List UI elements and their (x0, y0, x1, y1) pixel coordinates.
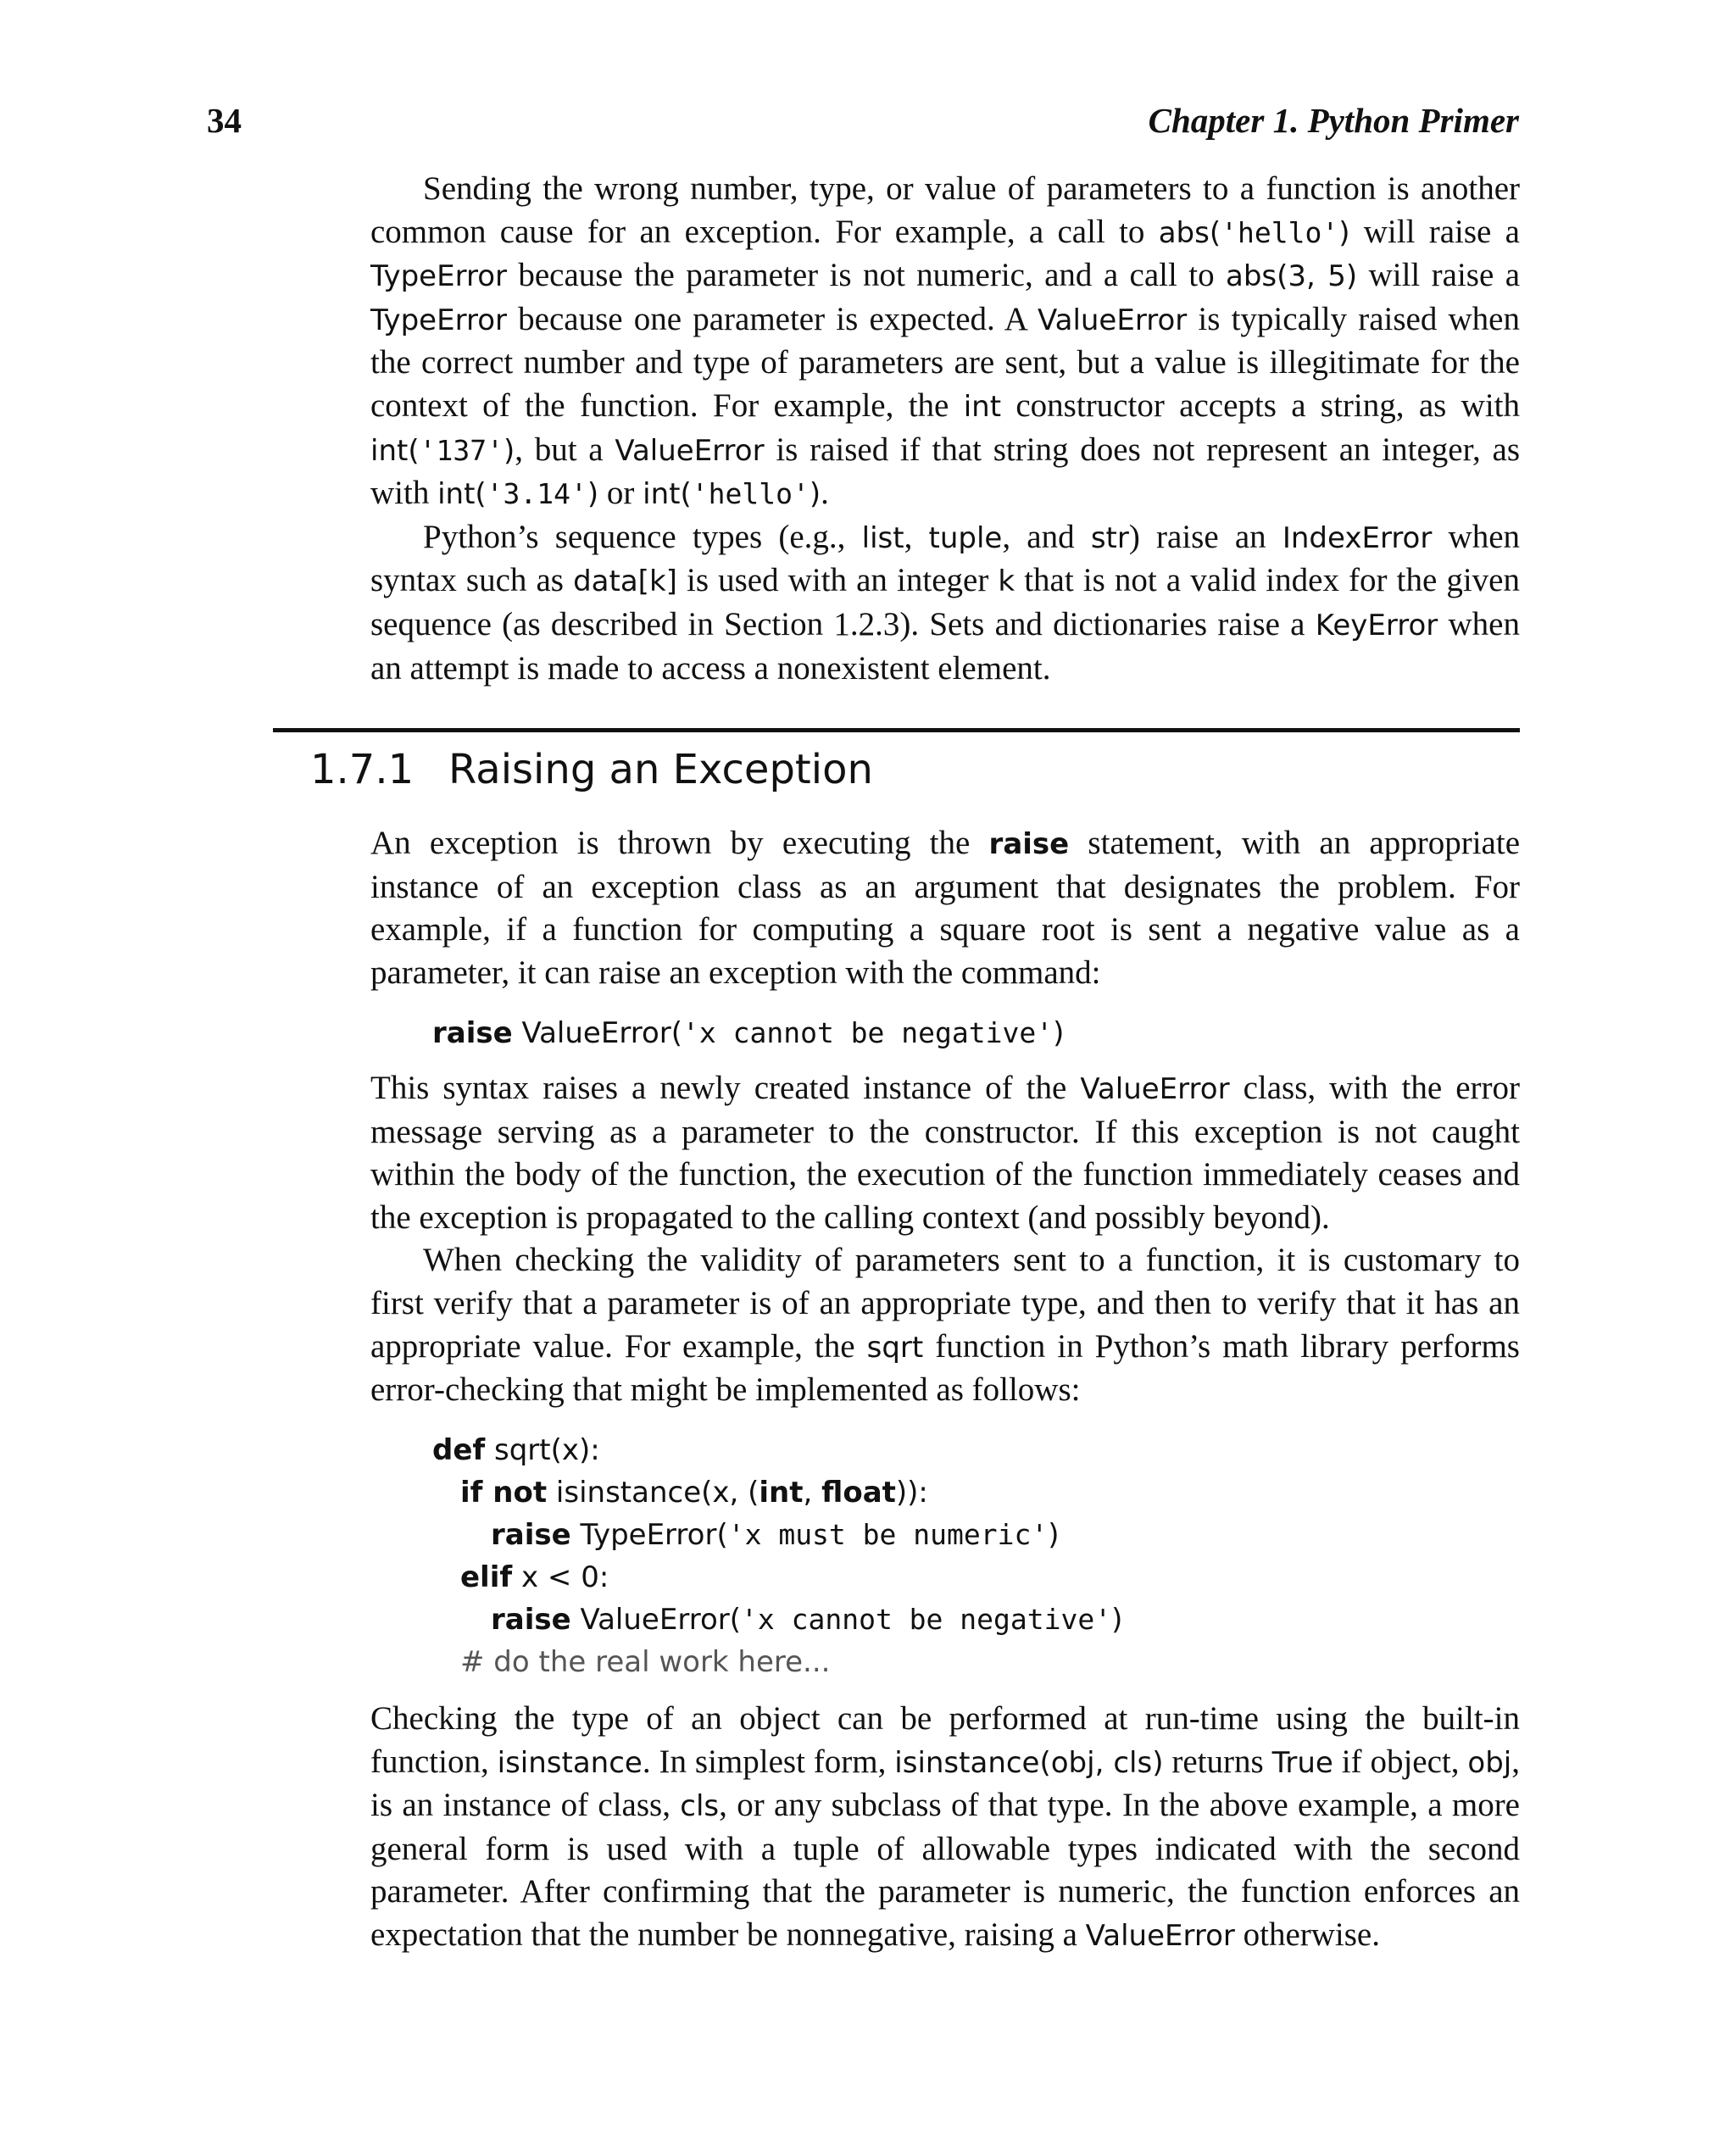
section-title: Raising an Exception (448, 746, 873, 793)
paragraph-parameter-errors: Sending the wrong number, type, or value of parameters to a function is another common cause for an exception. For example, a call to abs('hello') will raise a TypeError because the parameter is not numeric, and a call to abs(3, 5) will raise a TypeError because one parameter is expected. A ValueError is typically raised when the correct number and type of parameters are sent, but a value is illegitimate for the context of the function. For example, the int constructor accepts a string, as with int('137'), but a ValueError is raised if that string does not represent an integer, as with int('3.14') or int('hello'). (370, 170, 1520, 512)
paragraph-valueerror-instance: This syntax raises a newly created instance of the ValueError class, with the error message serving as a parameter to the constructor. If this exception is not caught within the body of the function, the execution of the function immediately ceases and the exception is propagated to the calling context (and possibly beyond). (370, 1070, 1520, 1236)
code-line-raise-value: raise ValueError('x cannot be negative') (491, 1603, 1123, 1637)
paragraph-exception-causes (370, 168, 1520, 690)
page-number: 34 (207, 101, 242, 140)
code-raise-example: raise ValueError('x cannot be negative') (432, 1016, 1065, 1050)
code-line-if: if not isinstance(x, (int, float)): (460, 1476, 928, 1510)
paragraph-raise-intro: An exception is thrown by executing the raise statement, with an appropriate instance of an exception class as an argument that designates the problem. For example, if a function for computing a square root is sent a negative value as a parameter, it can raise an exception with the command: (370, 825, 1521, 991)
section-rule (273, 728, 1520, 732)
section-number: 1.7.1 (310, 746, 415, 793)
code-line-elif: elif x < 0: (460, 1560, 609, 1594)
code-line-def: def sqrt(x): (432, 1433, 600, 1467)
running-head: Chapter 1. Python Primer (1148, 101, 1519, 140)
paragraph-isinstance: Checking the type of an object can be performed at run-time using the built-in function, isinstance. In simplest form, isinstance(obj, cls) returns True if object, obj, is an instance of class, cls, or any subclass of that type. In the above example, a more general form is used with a tuple of allowable types indicated with the second parameter. After confirming that the parameter is numeric, the function enforces an expectation that the number be nonnegative, raising a ValueError otherwise. (370, 1700, 1520, 1953)
code-line-raise-type: raise TypeError('x must be numeric') (491, 1518, 1060, 1552)
paragraph-sequence-errors: Python’s sequence types (e.g., list, tuple, and str) raise an IndexError when syntax such as data[k] is used with an integer k that is not a valid index for the given sequence (as described in Section 1.2.3). Sets and dictionaries raise a KeyError when an attempt is made to access a nonexistent element. (370, 518, 1521, 687)
paragraph-validity-check: When checking the validity of parameters sent to a function, it is customary to first verify that a parameter is of an appropriate type, and then to verify that it has an appropriate value. For example, the sqrt function in Python’s math library performs error-checking that might be implemented as follows: (370, 1242, 1520, 1409)
code-line-comment: # do the real work here... (460, 1645, 831, 1679)
paragraph-raise-explanation (370, 1067, 1520, 1412)
